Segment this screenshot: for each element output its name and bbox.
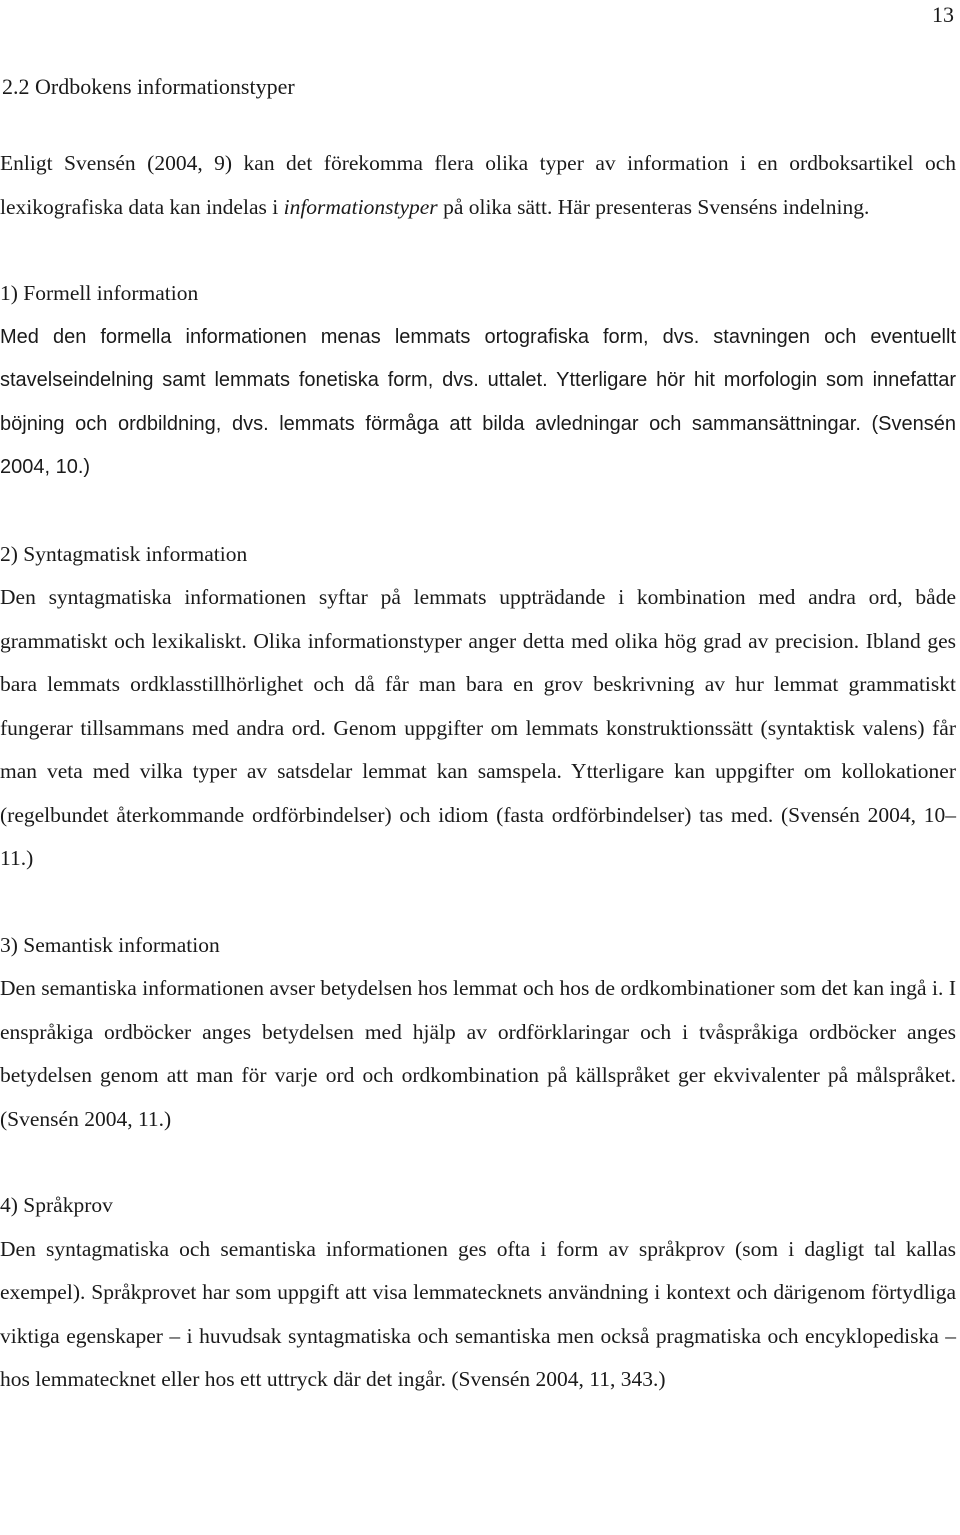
section-3-title: 3) Semantisk information <box>0 932 220 957</box>
intro-paragraph <box>0 142 956 229</box>
intro-italic-term: informationstyper <box>283 194 438 219</box>
section-2-body: Den syntagmatiska informationen syftar på lemmats uppträdande i kombination med andra ord, både grammatiskt och lexikaliskt. Olika informationstyper anger detta med olika hög grad av precision. Ibland ges bara lemmats ordklasstillhörlighet och då får man bara en grov beskrivning av hur lemmat grammatiskt fungerar tillsammans med andra ord. Genom uppgifter om lemmats konstruktionssätt (syntaktisk valens) får man veta med vilka typer av satsdelar lemmat kan samspela. Ytterligare kan uppgifter om kollokationer (regelbundet återkommande ordförbindelser) och idiom (fasta ordförbindelser) tas med. (Svensén 2004, 10–11.) <box>0 585 956 870</box>
page-number: 13 <box>932 2 954 27</box>
section-1-title: 1) Formell information <box>0 281 199 305</box>
intro-text-start: Enligt Svensén (2004, 9) kan det förekomma flera olika typer av information i en ordboksartikel och lexikografiska data kan indelas i <box>0 151 956 219</box>
document-body <box>0 70 956 1402</box>
section-4-title: 4) Språkprov <box>0 1193 113 1217</box>
section-3-body: Den semantiska informationen avser betydelsen hos lemmat och hos de ordkombinationer som det kan ingå i. I enspråkiga ordböcker anges betydelsen med hjälp av ordförklaringar och i tvåspråkiga ordböcker anges betydelsen genom att man för varje ord och ordkombination på källspråket ger ekvivalenter på målspråket. (Svensén 2004, 11.) <box>0 976 956 1131</box>
section-4-body: Den syntagmatiska och semantiska informationen ges ofta i form av språkprov (som i dagligt tal kallas exempel). Språkprovet har som uppgift att visa lemmatecknets användning i kontext och därigenom förtydliga viktiga egenskaper – i huvudsak syntagmatiska och semantiska men också pragmatiska och encyklopediska – hos lemmatecknet eller hos ett uttryck där det ingår. (Svensén 2004, 11, 343.) <box>0 1236 956 1391</box>
section-1-body: Med den formella informationen menas lemmats ortografiska form, dvs. stavningen och eventuellt stavelseindelning samt lemmats fonetiska form, dvs. uttalet. Ytterligare hör hit morfologin som innefattar böjning och ordbildning, dvs. lemmats förmåga att bilda avledningar och sammansättningar. (Svensén 2004, 10.) <box>0 325 956 478</box>
section-heading: 2.2 Ordbokens informationstyper <box>2 74 295 99</box>
intro-text-end: på olika sätt. Här presenteras Svenséns indelning. <box>437 194 870 219</box>
section-2-title: 2) Syntagmatisk information <box>0 541 248 566</box>
